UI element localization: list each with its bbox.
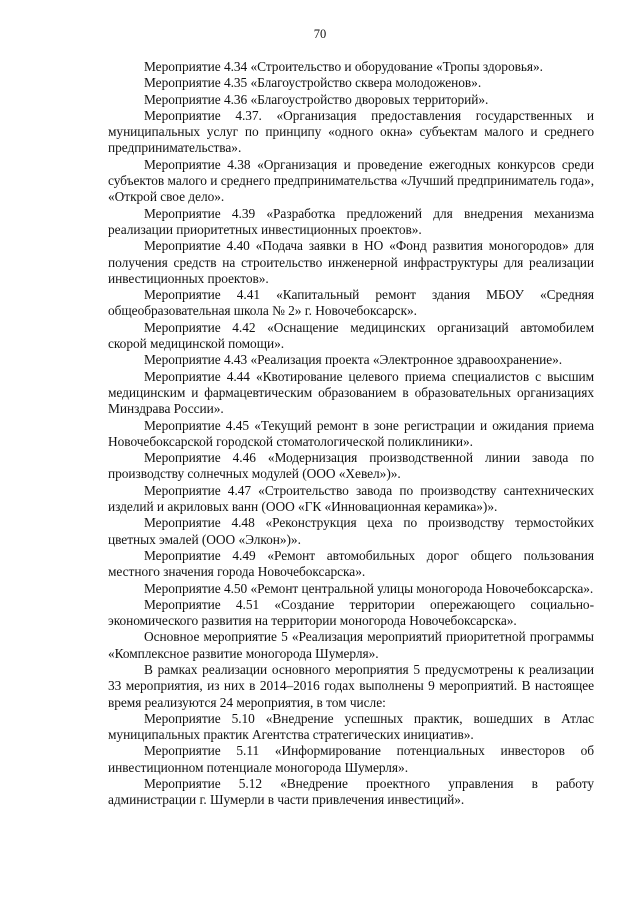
paragraph-measure-4-47: Мероприятие 4.47 «Строительство завода по производству сантехнических изделий и акриловых ванн (ООО «ГК «Инновационная керамика»)».: [108, 482, 594, 515]
paragraph-measure-4-40: Мероприятие 4.40 «Подача заявки в НО «Фонд развития моногородов» для получения средств на строительство инженерной инфраструктуры для реализации инвестиционных проектов».: [108, 238, 594, 286]
paragraph-measure-5-12: Мероприятие 5.12 «Внедрение проектного управления в работу администрации г. Шумерли в части привлечения инвестиций».: [108, 776, 594, 808]
paragraph-measure-4-45: Мероприятие 4.45 «Текущий ремонт в зоне регистрации и ожидания приема Новочебоксарской городской стоматологической поликлиники».: [108, 417, 594, 449]
paragraph-main-measure-5: Основное мероприятие 5 «Реализация мероприятий приоритетной программы «Комплексное развитие моногорода Шумерля».: [108, 629, 594, 661]
paragraph-measure-5-10: Мероприятие 5.10 «Внедрение успешных практик, вошедших в Атлас муниципальных практик Агентства стратегических инициатив».: [108, 710, 594, 743]
paragraph-measure-4-39: Мероприятие 4.39 «Разработка предложений для внедрения механизма реализации приоритетных инвестиционных проектов».: [108, 205, 594, 237]
paragraph-measure-4-51: Мероприятие 4.51 «Создание территории опережающего социально-экономического развития на территории моногорода Новочебоксарска».: [108, 596, 594, 629]
paragraph-measure-4-43: Мероприятие 4.43 «Реализация проекта «Электронное здравоохранение».: [144, 352, 563, 368]
paragraph-measure-4-35: Мероприятие 4.35 «Благоустройство сквера молодоженов».: [144, 75, 482, 91]
paragraph-measure-4-38: Мероприятие 4.38 «Организация и проведение ежегодных конкурсов среди субъектов малого и среднего предпринимательства «Лучший предприниматель года», «Открой свое дело».: [108, 156, 594, 205]
paragraph-measure-4-42: Мероприятие 4.42 «Оснащение медицинских организаций автомобилем скорой медицинской помощи».: [108, 319, 594, 352]
paragraph-measure-4-49: Мероприятие 4.49 «Ремонт автомобильных дорог общего пользования местного значения города Новочебоксарска».: [108, 547, 594, 580]
paragraph-measure-4-50: Мероприятие 4.50 «Ремонт центральной улицы моногорода Новочебоксарска».: [144, 580, 594, 596]
paragraph-measure-4-41: Мероприятие 4.41 «Капитальный ремонт здания МБОУ «Средняя общеобразовательная школа № 2» г. Новочебоксарск».: [108, 287, 594, 319]
paragraph-measure-4-37: Мероприятие 4.37. «Организация предоставления государственных и муниципальных услуг по принципу «одного окна» субъектам малого и среднего предпринимательства».: [108, 107, 594, 156]
paragraph-measure-4-46: Мероприятие 4.46 «Модернизация производственной линии завода по производству солнечных модулей (ООО «Хевел»)».: [108, 450, 594, 482]
document-body: [108, 59, 594, 809]
paragraph-measure-4-48: Мероприятие 4.48 «Реконструкция цеха по производству термостойких цветных эмалей (ООО «Элкон»)».: [108, 515, 594, 547]
paragraph-measure-4-44: Мероприятие 4.44 «Квотирование целевого приема специалистов с высшим медицинским и фармацевтическим образованием в образовательных организациях Минздрава России».: [108, 368, 594, 417]
paragraph-measure-4-36: Мероприятие 4.36 «Благоустройство дворовых территорий».: [144, 91, 489, 107]
paragraph-measure-5-11: Мероприятие 5.11 «Информирование потенциальных инвесторов об инвестиционном потенциале моногорода Шумерля».: [108, 743, 594, 775]
paragraph-measure-5-summary: В рамках реализации основного мероприятия 5 предусмотрены к реализации 33 мероприятия, из них в 2014–2016 годах выполнены 9 мероприятий. В настоящее время реализуются 24 мероприятия, в том числе:: [108, 661, 594, 710]
paragraph-measure-4-34: Мероприятие 4.34 «Строительство и оборудование «Тропы здоровья».: [144, 59, 543, 74]
page-number: 70: [313, 27, 327, 41]
